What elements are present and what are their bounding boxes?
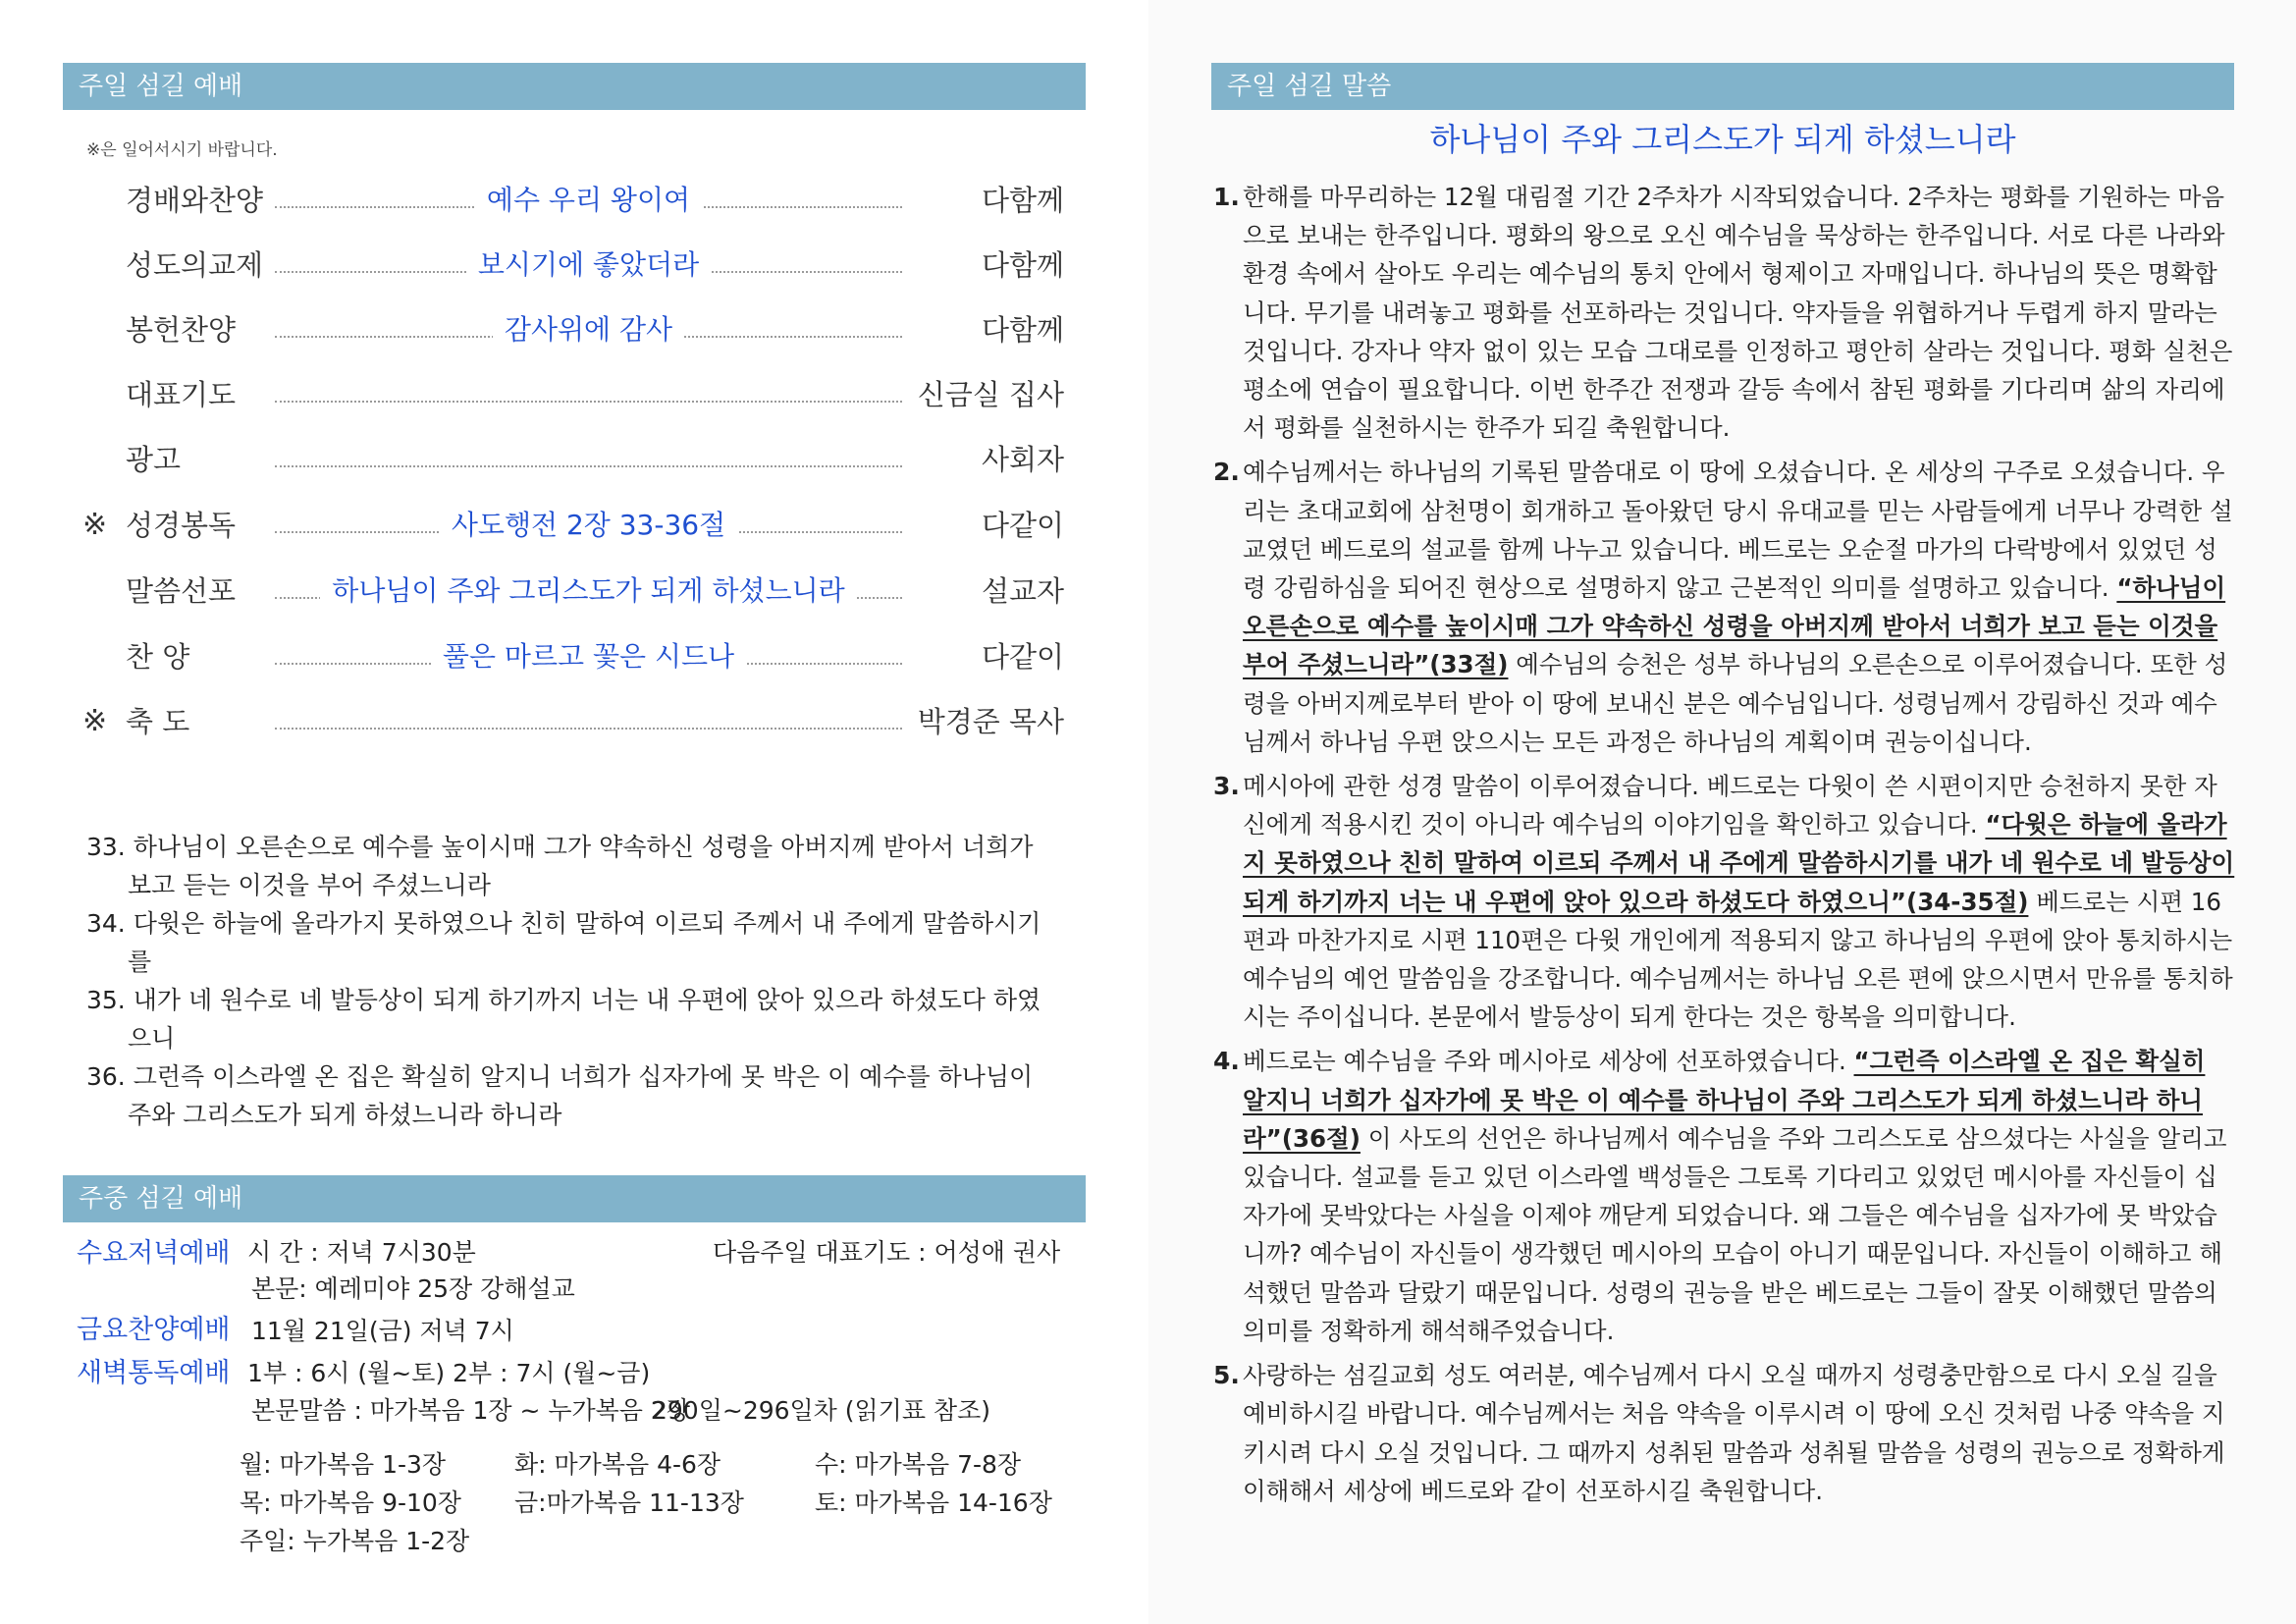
reading-plan-item: 화: 마가복음 4-6장 — [514, 1450, 721, 1479]
order-label: 찬 양 — [126, 640, 190, 674]
order-leader: 다함께 — [981, 313, 1064, 347]
order-leader: 사회자 — [981, 443, 1064, 476]
sermon-point — [1213, 178, 2236, 447]
verse: 33. 하나님이 오른손으로 예수를 높이시매 그가 약속하신 성령을 아버지께 받아서 너희가 보고 듣는 이것을 부어 주셨느니라 — [86, 833, 1034, 899]
dotted-leader — [275, 401, 902, 403]
point-number: 4. — [1213, 1047, 1240, 1076]
order-leader: 설교자 — [981, 574, 1064, 608]
sermon-point — [1213, 767, 2236, 1036]
order-label: 성도의교제 — [126, 248, 264, 282]
order-leader: 다같이 — [981, 509, 1064, 542]
reading-plan-item: 수: 마가복음 7-8장 — [815, 1450, 1022, 1479]
order-label: 봉헌찬양 — [126, 313, 237, 347]
dawn-reading-days: 290일~296일차 (읽기표 참조) — [652, 1396, 990, 1425]
point-text: 사랑하는 섬길교회 성도 여러분, 예수님께서 다시 오실 때까지 성령충만함으로 다시 오실 길을 예비하시길 바랍니다. 예수님께서는 처음 약속을 이루시려 이 땅에 오신 것처럼 나중 약속을 지키시려 다시 오실 것입니다. 그 때까지 성취된 말씀과 성취될 말씀을 성령의 권능으로 정확하게 이해해서 세상에 베드로와 같이 선포하시길 축원합니다. — [1243, 1361, 2225, 1505]
order-title: 사도행전 2장 33-36절 — [440, 509, 737, 541]
order-leader: 다함께 — [981, 184, 1064, 217]
order-label: 말씀선포 — [126, 574, 237, 608]
point-text: 메시아에 관한 성경 말씀이 이루어졌습니다. 베드로는 다윗이 쓴 시편이지만 승천하지 못한 자신에게 적용시킨 것이 아니라 예수님의 이야기임을 확인하고 있습니다. — [1243, 772, 2217, 839]
point-text: 한해를 마무리하는 12월 대림절 기간 2주차가 시작되었습니다. 2주차는 평화를 기원하는 마음으로 보내는 한주입니다. 평화의 왕으로 오신 예수님을 묵상하는 한주입니다. 서로 다른 나라와 환경 속에서 살아도 우리는 예수님의 통치 안에서 형제이고 자매입니다. 하나님의 뜻은 명확합니다. 무기를 내려놓고 평화를 선포하라는 것입니다. 약자들을 위협하거나 두렵게 하지 말라는 것입니다. 강자나 약자 없이 있는 모습 그대로를 인정하고 평안히 살라는 것입니다. 평화 실천은 평소에 연습이 필요합니다. 이번 한주간 전쟁과 갈등 속에서 참된 평화를 기다리며 삶의 자리에서 평화를 실천하시는 한주가 되길 축원합니다. — [1243, 183, 2233, 443]
order-title: 감사위에 감사 — [493, 313, 684, 346]
reading-plan-item: 토: 마가복음 14-16장 — [815, 1489, 1052, 1517]
order-row — [82, 375, 1064, 414]
order-title: 예수 우리 왕이여 — [475, 184, 702, 216]
dawn-worship-time: 1부 : 6시 (월~토) 2부 : 7시 (월~금) — [247, 1359, 651, 1387]
order-label: 축 도 — [126, 705, 190, 738]
order-row — [82, 506, 1064, 545]
sermon-title: 하나님이 주와 그리스도가 되게 하셨느니라 — [1429, 121, 2016, 158]
sermon-point — [1213, 1042, 2236, 1350]
order-leader: 신금실 집사 — [917, 378, 1064, 411]
order-title: 풀은 마르고 꽃은 시드나 — [431, 640, 746, 673]
dawn-worship-text: 본문말씀 : 마가복음 1장 ~ 누가복음 2장 — [251, 1396, 690, 1425]
order-row — [82, 440, 1064, 479]
sermon-header: 주일 섬길 말씀 — [1211, 63, 2234, 110]
point-number: 1. — [1213, 183, 1240, 211]
verse: 36. 그런즉 이스라엘 온 집은 확실히 알지니 너희가 십자가에 못 박은 이 예수를 하나님이 주와 그리스도가 되게 하셨느니라 하니라 — [86, 1062, 1034, 1129]
order-title: 하나님이 주와 그리스도가 되게 하셨느니라 — [320, 574, 856, 607]
next-prayer: 다음주일 대표기도 : 어성애 권사 — [713, 1238, 1061, 1267]
weekday-worship-header: 주중 섬길 예배 — [63, 1175, 1086, 1222]
reading-plan-item: 목: 마가복음 9-10장 — [240, 1489, 461, 1517]
fri-worship-label: 금요찬양예배 — [77, 1315, 231, 1345]
stand-mark: ※ — [82, 704, 108, 738]
stand-mark: ※ — [82, 508, 108, 542]
point-number: 2. — [1213, 458, 1240, 487]
order-row — [82, 245, 1064, 285]
reading-plan-item: 금:마가복음 11-13장 — [514, 1489, 744, 1517]
verse: 35. 내가 네 원수로 네 발등상이 되게 하기까지 너는 내 우편에 앉아 있으라 하셨도다 하였으니 — [86, 986, 1041, 1053]
reading-plan-item: 주일: 누가복음 1-2장 — [240, 1527, 470, 1555]
point-quote: “그런즉 이스라엘 온 집은 확실히 알지니 너희가 십자가에 못 박은 이 예수를 하나님이 주와 그리스도가 되게 하셨느니라 하니라”(36절) — [1243, 1047, 2206, 1153]
point-text-after: 이 사도의 선언은 하나님께서 예수님을 주와 그리스도로 삼으셨다는 사실을 알리고 있습니다. 설교를 듣고 있던 이스라엘 백성들은 그토록 기다리고 있었던 메시아를 자신들이 십자가에 못박았다는 사실을 이제야 깨닫게 되었습니다. 왜 그들은 예수님을 십자가에 못 박았습니까? 예수님이 자신들이 생각했던 메시아의 모습이 아니기 때문입니다. 자신들이 이해하고 해석했던 말씀과 달랐기 때문입니다. 성령의 권능을 받은 베드로는 그들이 잘못 이해했던 말씀의 의미를 정확하게 해석해주었습니다. — [1243, 1123, 2227, 1345]
sermon-point — [1213, 453, 2236, 761]
fri-worship-time: 11월 21일(금) 저녁 7시 — [251, 1317, 514, 1345]
order-label: 광고 — [126, 443, 182, 476]
scripture-verses — [86, 828, 1058, 1134]
reading-plan-item: 월: 마가복음 1-3장 — [240, 1450, 447, 1479]
wed-worship-label: 수요저녁예배 — [77, 1238, 231, 1269]
order-row — [82, 310, 1064, 350]
point-text-after: 베드로는 시편 16편과 마찬가지로 시편 110편은 다윗 개인에게 적용되지 않고 하나님의 우편에 앉아 통치하시는 예수님의 예언 말씀임을 강조합니다. 예수님께서는 하나님 오른 편에 앉으시면서 만유를 통치하시는 주이십니다. 본문에서 발등상이 되게 한다는 것은 항복을 의미합니다. — [1243, 887, 2233, 1032]
order-row — [82, 571, 1064, 611]
sermon-points — [1213, 178, 2236, 1516]
wed-worship-text: 본문: 예레미야 25장 강해설교 — [251, 1274, 575, 1303]
point-number: 3. — [1213, 772, 1240, 801]
point-number: 5. — [1213, 1361, 1240, 1390]
sunday-worship-header: 주일 섬길 예배 — [63, 63, 1086, 110]
wed-worship-time: 시 간 : 저녁 7시30분 — [247, 1238, 476, 1267]
order-row — [82, 702, 1064, 741]
point-text-after: 예수님의 승천은 성부 하나님의 오른손으로 이루어졌습니다. 또한 성령을 아버지께로부터 받아 이 땅에 보내신 분은 예수님입니다. 성령님께서 강림하신 것과 예수님께서 하나님 우편 앉으시는 모든 과정은 하나님의 계획이며 권능이십니다. — [1243, 650, 2228, 756]
sermon-point — [1213, 1356, 2236, 1510]
order-row — [82, 637, 1064, 677]
order-leader: 다함께 — [981, 248, 1064, 282]
dotted-leader — [275, 465, 902, 467]
order-label: 성경봉독 — [126, 509, 237, 542]
dawn-worship-label: 새벽통독예배 — [77, 1358, 231, 1388]
order-label: 경배와찬양 — [126, 184, 264, 217]
order-title: 보시기에 좋았더라 — [466, 248, 711, 281]
point-text: 예수님께서는 하나님의 기록된 말씀대로 이 땅에 오셨습니다. 온 세상의 구주로 오셨습니다. 우리는 초대교회에 삼천명이 회개하고 돌아왔던 당시 유대교를 믿는 사람들에게 너무나 강력한 설교였던 베드로의 설교를 함께 나누고 있습니다. 베드로는 오순절 마가의 다락방에서 있었던 성령 강림하심을 되어진 현상으로 설명하지 않고 근본적인 의미를 설명하고 있습니다. — [1243, 458, 2233, 603]
point-text: 베드로는 예수님을 주와 메시아로 세상에 선포하였습니다. — [1243, 1047, 1854, 1076]
point-quote: “하나님이 오른손으로 예수를 높이시매 그가 약속하신 성령을 아버지께 받아서 너희가 보고 듣는 이것을 부어 주셨느니라”(33절) — [1243, 573, 2226, 679]
stand-note: ※은 일어서시기 바랍니다. — [86, 140, 278, 160]
order-row — [82, 181, 1064, 220]
order-label: 대표기도 — [126, 378, 237, 411]
order-leader: 박경준 목사 — [917, 705, 1064, 738]
order-leader: 다같이 — [981, 640, 1064, 674]
verse: 34. 다윗은 하늘에 올라가지 못하였으나 친히 말하여 이르되 주께서 내 주에게 말씀하시기를 — [86, 909, 1041, 976]
dotted-leader — [275, 728, 902, 730]
point-quote: “다윗은 하늘에 올라가지 못하였으나 친히 말하여 이르되 주께서 내 주에게 말씀하시기를 내가 네 원수로 네 발등상이 되게 하기까지 너는 내 우편에 앉아 있으라 하셨도다 하였으니”(34-35절) — [1243, 810, 2235, 916]
